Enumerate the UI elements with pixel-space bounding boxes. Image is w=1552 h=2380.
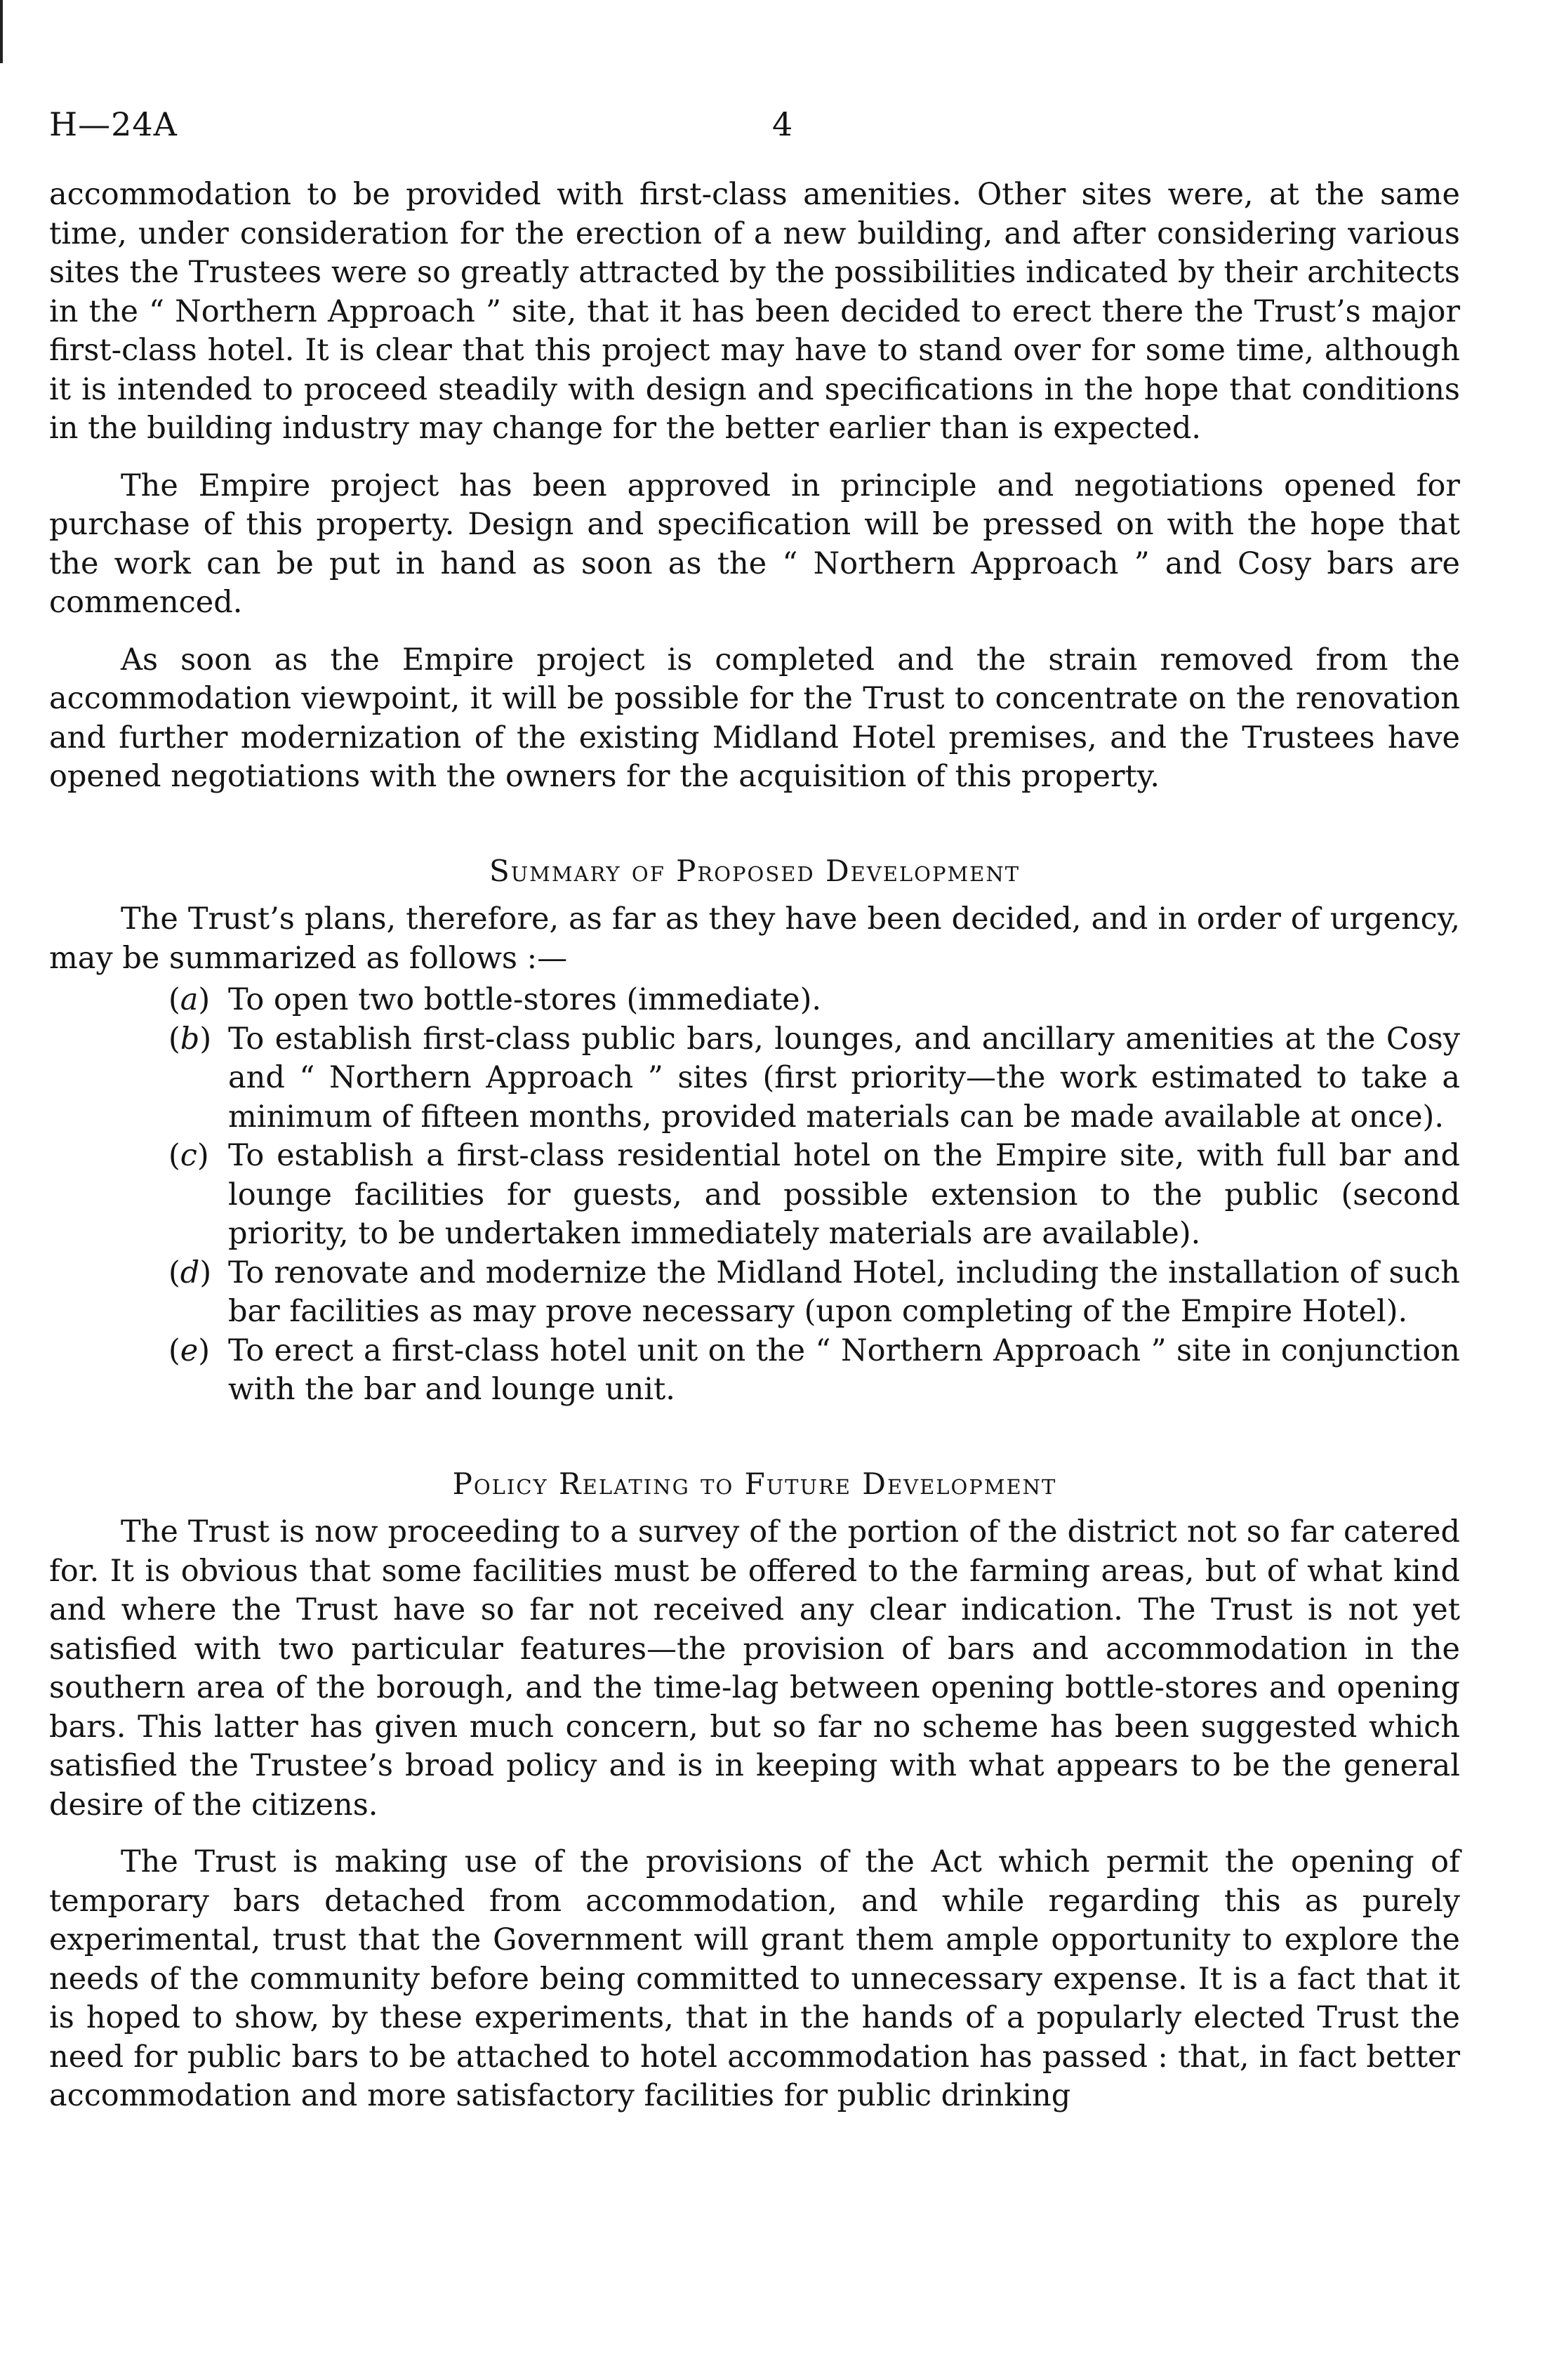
list-item-label: (b)	[168, 1021, 212, 1057]
paragraph-midland-hotel: As soon as the Empire project is completed and the strain removed from the accommodation viewpoint, it will be possible for the Trust to concentrate on the renovation and further modernization of the existing Midland Hotel premises, and the Trustees have opened negotiations with the owners for the acquisition of this property.	[49, 642, 1460, 794]
list-item	[49, 1137, 1460, 1254]
paragraph-temporary-bars: The Trust is making use of the provisions of the Act which permit the opening of temporary bars detached from accommodation, and while regarding this as purely experimental, trust that the Government will grant them ample opportunity to explore the needs of the community before being committed to unnecessary expense. It is a fact that it is hoped to show, by these experiments, that in the hands of a popularly elected Trust the need for public bars to be attached to hotel accommodation has passed : that, in fact better accommodation and more satisfactory facilities for public drinking	[49, 1844, 1460, 2113]
list-item-text: To open two bottle-stores (immediate).	[228, 982, 822, 1017]
section-heading-policy: Policy Relating to Future Development	[452, 1466, 1057, 1501]
paragraph-survey: The Trust is now proceeding to a survey of the portion of the district not so far catered for. It is obvious that some facilities must be offered to the farming areas, but of what kind and where the Trust have so far not received any clear indication. The Trust is not yet satisfied with two particular features—the provision of bars and accommodation in the southern area of the borough, and the time-lag between opening bottle-stores and opening bars. This latter has given much concern, but so far no scheme has been suggested which satisfied the Trustee’s broad policy and is in keeping with what appears to be the general desire of the citizens.	[49, 1514, 1460, 1823]
list-item-text: To erect a first-class hotel unit on the “ Northern Approach ” site in conjunction with the bar and lounge unit.	[228, 1333, 1460, 1407]
list-item-label: (e)	[168, 1333, 211, 1368]
list-item-label: (a)	[168, 982, 211, 1017]
paragraph-empire-project: The Empire project has been approved in principle and negotiations opened for purchase of this property. Design and specification will be pressed on with the hope that the work can be put in hand as soon as the “ Northern Approach ” and Cosy bars are commenced.	[49, 468, 1460, 620]
document-body	[49, 176, 1460, 2134]
list-item-label: (c)	[168, 1138, 209, 1173]
list-item-text: To renovate and modernize the Midland Hotel, including the installation of such bar facilities as may prove necessary (upon completing of the Empire Hotel).	[228, 1255, 1460, 1329]
list-item-text: To establish first-class public bars, lounges, and ancillary amenities at the Cosy and “ Northern Approach ” sites (first priority—the work estimated to take a minimum of fifteen months, provided materials can be made available at once).	[228, 1021, 1460, 1135]
list-item	[49, 1332, 1460, 1410]
section-heading-summary: Summary of Proposed Development	[489, 853, 1021, 888]
list-item-text: To establish a first-class residential hotel on the Empire site, with full bar and lounge facilities for guests, and possible extension to the public (second priority, to be undertaken immediately materials are available).	[228, 1138, 1460, 1251]
paragraph-continuation: accommodation to be provided with first-class amenities. Other sites were, at the same time, under consideration for the erection of a new building, and after considering various sites the Trustees were so greatly attracted by the possibilities indicated by their architects in the “ Northern Approach ” site, that it has been decided to erect there the Trust’s major first-class hotel. It is clear that this project may have to stand over for some time, although it is intended to proceed steadily with design and specifications in the hope that conditions in the building industry may change for the better earlier than is expected.	[49, 177, 1460, 446]
list-item	[49, 1020, 1460, 1137]
summary-intro: The Trust’s plans, therefore, as far as they have been decided, and in order of urgency, may be summarized as follows :—	[49, 901, 1460, 976]
page-header	[49, 105, 1460, 147]
document-reference: H—24A	[49, 105, 178, 143]
page-edge-mark	[0, 0, 3, 63]
list-item	[49, 981, 1460, 1020]
list-item	[49, 1254, 1460, 1332]
list-item-label: (d)	[168, 1255, 212, 1290]
page-number: 4	[772, 105, 793, 143]
development-list	[49, 981, 1460, 1410]
